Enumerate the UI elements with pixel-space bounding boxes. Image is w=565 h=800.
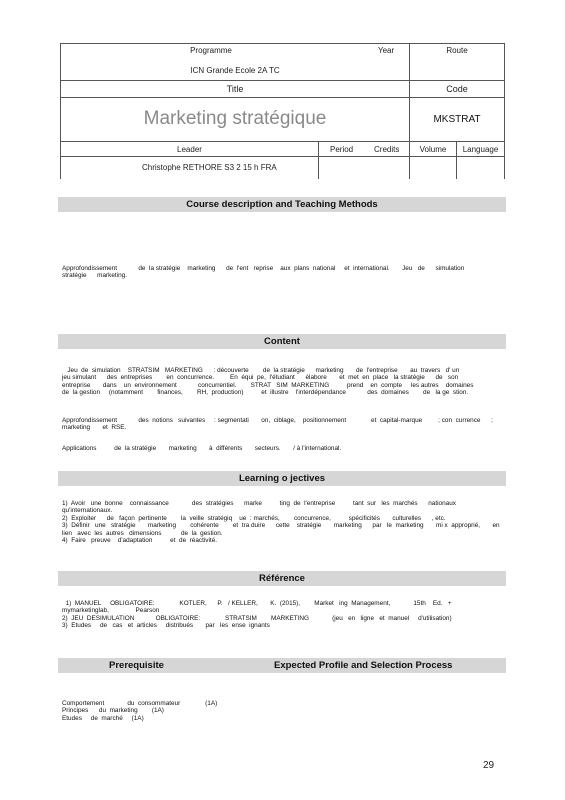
content-paragraph-2: Approfondissement des notions suivantes : segmentati on, ciblage, positionnement et capital-marque ; con currence ; marketing et RSE. (62, 417, 493, 432)
reference-text: 1) MANUEL OBLIGATOIRE: KOTLER, P. / KELLER, K. (2015), Market ing Management, 15th Ed. + mymarketinglab, Pearson 2) JEU DESIMULATION OBLIGATOIRE: STRATSIM MARKETING (jeu en ligne et manuel d'utilisation) 3) Etudes de cas et articles distribués par les ense ignants (62, 600, 452, 630)
objectives-text: 1) Avoir une bonne connaissance des stratégies marke ting de l'entreprise tant sur les marchés nationaux qu'internationaux. 2) Exploiter de façon pertinente la veille stratégiq ue : marchés, concurrence, spécificités culturelles , etc. 3) Définir une stratégie marketing cohérente et tra duire cette stratégie marketing par le marketing mi x approprié, en lien avec les autres dimensions de la gestion. 4) Faire preuve d'adaptation et de réactivité. (62, 500, 500, 545)
course-title: Marketing stratégique (143, 108, 327, 129)
description-heading: Course description and Teaching Methods (58, 197, 506, 212)
programme-label: Programme (190, 46, 232, 55)
content-paragraph-3: Applications de la stratégie marketing à différents secteurs. / à l'international. (62, 445, 342, 452)
period-label: Period (330, 145, 354, 154)
content-heading: Content (58, 334, 506, 349)
prerequisite-heading: Prerequisite (109, 660, 164, 671)
code-label: Code (446, 84, 468, 94)
title-label: Title (226, 84, 244, 94)
prerequisite-text: Comportement du consommateur (1A) Principes du marketing (1A) Etudes de marché (1A) (62, 700, 218, 722)
prerequisite-bar (58, 658, 506, 673)
volume-label: Volume (419, 145, 447, 154)
objectives-heading: Learning o jectives (58, 471, 506, 486)
year-label: Year (378, 46, 395, 55)
language-label: Language (462, 145, 499, 154)
leader-row-value: Christophe RETHORE S3 2 15 h FRA (142, 163, 277, 172)
credits-label: Credits (374, 145, 400, 154)
course-code: MKSTRAT (433, 114, 481, 125)
reference-heading: Référence (58, 571, 506, 586)
route-label: Route (446, 46, 468, 55)
page-number: 29 (483, 760, 495, 771)
expected-profile-heading: Expected Profile and Selection Process (274, 660, 453, 671)
description-text: Approfondissement de la stratégie marketing de l'ent reprise aux plans national et international. Jeu de simulation stratégie marketing. (62, 265, 465, 280)
leader-label: Leader (177, 145, 202, 154)
programme-value: ICN Grande Ecole 2A TC (190, 66, 280, 75)
content-paragraph-1: Jeu de simulation STRATSIM MARKETING : découverte de la stratégie marketing de l'entreprise au travers d' un jeu simulant des entreprises en concurrence. En équi pe, l'étudiant élabore et met en place la stratégie de son entreprise dans un environnement concurrentiel. STRAT SIM MARKETING prend en compte les autres domaines de la gestion (notamment finances, RH, production) et illustre l'interdépendance des domaines de la ge stion. (62, 367, 474, 397)
